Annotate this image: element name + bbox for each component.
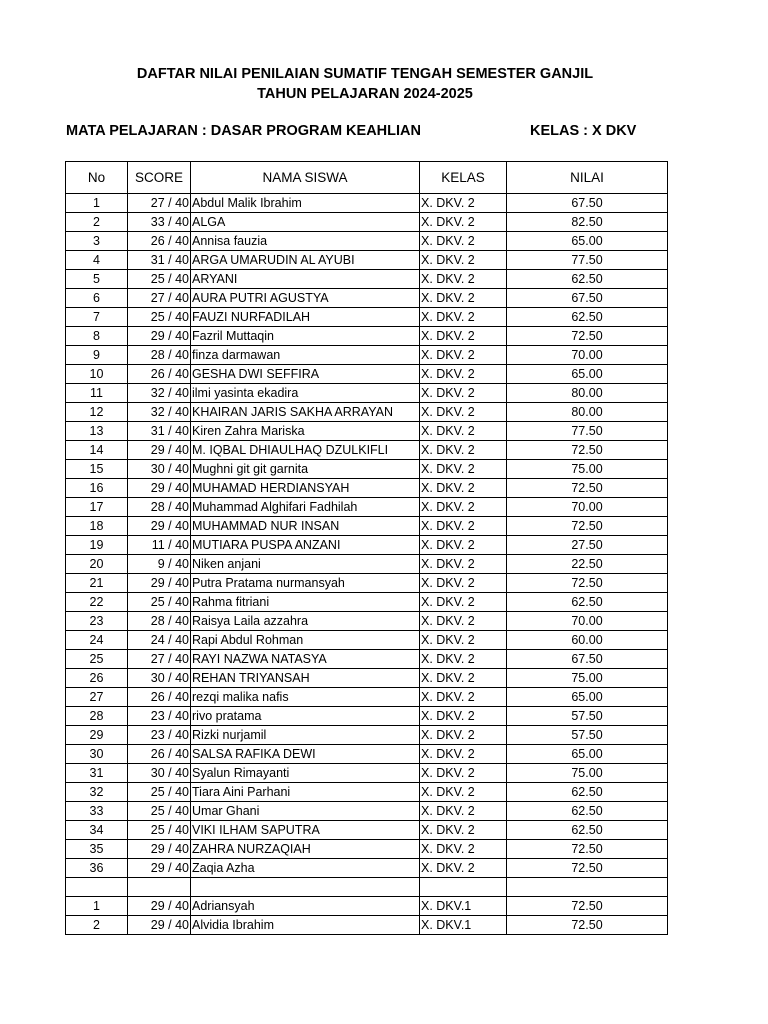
cell-score: 28 / 40 bbox=[128, 346, 191, 365]
cell-class: X. DKV. 2 bbox=[420, 650, 507, 669]
table-row bbox=[66, 821, 668, 840]
cell-no: 11 bbox=[66, 384, 128, 403]
cell-no: 33 bbox=[66, 802, 128, 821]
cell-name: FAUZI NURFADILAH bbox=[191, 308, 420, 327]
cell-grade: 75.00 bbox=[507, 669, 668, 688]
cell-no bbox=[66, 878, 128, 897]
cell-score: 25 / 40 bbox=[128, 270, 191, 289]
cell-class: X. DKV.1 bbox=[420, 916, 507, 935]
cell-no: 21 bbox=[66, 574, 128, 593]
cell-no: 12 bbox=[66, 403, 128, 422]
cell-name: ALGA bbox=[191, 213, 420, 232]
cell-class: X. DKV. 2 bbox=[420, 365, 507, 384]
column-header-score: SCORE bbox=[128, 162, 191, 194]
table-row bbox=[66, 650, 668, 669]
table-row bbox=[66, 555, 668, 574]
cell-score: 29 / 40 bbox=[128, 574, 191, 593]
cell-class: X. DKV. 2 bbox=[420, 669, 507, 688]
cell-name: ilmi yasinta ekadira bbox=[191, 384, 420, 403]
cell-class: X. DKV. 2 bbox=[420, 213, 507, 232]
cell-no: 1 bbox=[66, 194, 128, 213]
cell-class: X. DKV. 2 bbox=[420, 802, 507, 821]
table-row bbox=[66, 384, 668, 403]
cell-no: 23 bbox=[66, 612, 128, 631]
cell-grade: 27.50 bbox=[507, 536, 668, 555]
cell-class: X. DKV. 2 bbox=[420, 498, 507, 517]
table-row bbox=[66, 422, 668, 441]
table-row bbox=[66, 346, 668, 365]
table-row bbox=[66, 840, 668, 859]
class-label: KELAS : X DKV bbox=[530, 123, 637, 139]
table-row bbox=[66, 289, 668, 308]
table-header-row bbox=[66, 162, 668, 194]
cell-no: 22 bbox=[66, 593, 128, 612]
cell-name: finza darmawan bbox=[191, 346, 420, 365]
cell-no: 32 bbox=[66, 783, 128, 802]
cell-class: X. DKV. 2 bbox=[420, 821, 507, 840]
table-row bbox=[66, 783, 668, 802]
table-row bbox=[66, 878, 668, 897]
cell-score: 28 / 40 bbox=[128, 612, 191, 631]
cell-name: MUHAMMAD NUR INSAN bbox=[191, 517, 420, 536]
table-row bbox=[66, 479, 668, 498]
table-row bbox=[66, 403, 668, 422]
cell-name: Syalun Rimayanti bbox=[191, 764, 420, 783]
cell-score: 25 / 40 bbox=[128, 802, 191, 821]
cell-class: X. DKV. 2 bbox=[420, 251, 507, 270]
table-row bbox=[66, 726, 668, 745]
cell-score bbox=[128, 878, 191, 897]
cell-grade: 62.50 bbox=[507, 593, 668, 612]
cell-no: 16 bbox=[66, 479, 128, 498]
cell-name: ZAHRA NURZAQIAH bbox=[191, 840, 420, 859]
cell-name: MUHAMAD HERDIANSYAH bbox=[191, 479, 420, 498]
cell-no: 25 bbox=[66, 650, 128, 669]
cell-class: X. DKV. 2 bbox=[420, 289, 507, 308]
cell-name: SALSA RAFIKA DEWI bbox=[191, 745, 420, 764]
cell-score: 29 / 40 bbox=[128, 859, 191, 878]
cell-score: 29 / 40 bbox=[128, 327, 191, 346]
cell-class: X. DKV. 2 bbox=[420, 479, 507, 498]
cell-score: 27 / 40 bbox=[128, 650, 191, 669]
cell-class: X. DKV.1 bbox=[420, 897, 507, 916]
cell-grade: 80.00 bbox=[507, 384, 668, 403]
table-row bbox=[66, 593, 668, 612]
cell-no: 10 bbox=[66, 365, 128, 384]
cell-name: Annisa fauzia bbox=[191, 232, 420, 251]
cell-class: X. DKV. 2 bbox=[420, 270, 507, 289]
cell-class: X. DKV. 2 bbox=[420, 726, 507, 745]
cell-no: 6 bbox=[66, 289, 128, 308]
cell-no: 34 bbox=[66, 821, 128, 840]
cell-class: X. DKV. 2 bbox=[420, 593, 507, 612]
cell-score: 11 / 40 bbox=[128, 536, 191, 555]
table-row bbox=[66, 764, 668, 783]
cell-no: 24 bbox=[66, 631, 128, 650]
cell-score: 26 / 40 bbox=[128, 365, 191, 384]
table-row bbox=[66, 460, 668, 479]
cell-score: 25 / 40 bbox=[128, 308, 191, 327]
cell-name: ARYANI bbox=[191, 270, 420, 289]
cell-name: Mughni git git garnita bbox=[191, 460, 420, 479]
cell-grade: 67.50 bbox=[507, 650, 668, 669]
cell-score: 27 / 40 bbox=[128, 194, 191, 213]
cell-no: 9 bbox=[66, 346, 128, 365]
cell-no: 28 bbox=[66, 707, 128, 726]
cell-score: 32 / 40 bbox=[128, 403, 191, 422]
cell-grade: 72.50 bbox=[507, 859, 668, 878]
cell-score: 29 / 40 bbox=[128, 897, 191, 916]
cell-name: Muhammad Alghifari Fadhilah bbox=[191, 498, 420, 517]
cell-class: X. DKV. 2 bbox=[420, 840, 507, 859]
cell-grade: 72.50 bbox=[507, 574, 668, 593]
cell-no: 35 bbox=[66, 840, 128, 859]
cell-no: 2 bbox=[66, 213, 128, 232]
cell-score: 30 / 40 bbox=[128, 669, 191, 688]
cell-no: 7 bbox=[66, 308, 128, 327]
cell-score: 31 / 40 bbox=[128, 422, 191, 441]
cell-name: RAYI NAZWA NATASYA bbox=[191, 650, 420, 669]
cell-name: KHAIRAN JARIS SAKHA ARRAYAN bbox=[191, 403, 420, 422]
cell-score: 23 / 40 bbox=[128, 707, 191, 726]
cell-name bbox=[191, 878, 420, 897]
cell-score: 9 / 40 bbox=[128, 555, 191, 574]
cell-grade bbox=[507, 878, 668, 897]
cell-grade: 22.50 bbox=[507, 555, 668, 574]
grades-table bbox=[65, 161, 668, 935]
cell-score: 25 / 40 bbox=[128, 593, 191, 612]
cell-no: 1 bbox=[66, 897, 128, 916]
cell-name: Kiren Zahra Mariska bbox=[191, 422, 420, 441]
cell-no: 20 bbox=[66, 555, 128, 574]
cell-score: 25 / 40 bbox=[128, 821, 191, 840]
cell-no: 30 bbox=[66, 745, 128, 764]
cell-grade: 72.50 bbox=[507, 517, 668, 536]
cell-grade: 57.50 bbox=[507, 726, 668, 745]
cell-name: M. IQBAL DHIAULHAQ DZULKIFLI bbox=[191, 441, 420, 460]
cell-name: GESHA DWI SEFFIRA bbox=[191, 365, 420, 384]
table-row bbox=[66, 441, 668, 460]
cell-grade: 70.00 bbox=[507, 612, 668, 631]
cell-grade: 60.00 bbox=[507, 631, 668, 650]
table-row bbox=[66, 574, 668, 593]
cell-name: rivo pratama bbox=[191, 707, 420, 726]
cell-grade: 62.50 bbox=[507, 821, 668, 840]
cell-grade: 72.50 bbox=[507, 916, 668, 935]
cell-class bbox=[420, 878, 507, 897]
cell-name: Niken anjani bbox=[191, 555, 420, 574]
cell-grade: 80.00 bbox=[507, 403, 668, 422]
table-row bbox=[66, 498, 668, 517]
cell-grade: 70.00 bbox=[507, 498, 668, 517]
cell-name: Alvidia Ibrahim bbox=[191, 916, 420, 935]
cell-class: X. DKV. 2 bbox=[420, 764, 507, 783]
cell-class: X. DKV. 2 bbox=[420, 232, 507, 251]
cell-class: X. DKV. 2 bbox=[420, 555, 507, 574]
cell-grade: 82.50 bbox=[507, 213, 668, 232]
cell-score: 29 / 40 bbox=[128, 479, 191, 498]
table-row bbox=[66, 536, 668, 555]
cell-name: Rizki nurjamil bbox=[191, 726, 420, 745]
column-header-class: KELAS bbox=[420, 162, 507, 194]
cell-class: X. DKV. 2 bbox=[420, 346, 507, 365]
table-row bbox=[66, 688, 668, 707]
cell-score: 30 / 40 bbox=[128, 764, 191, 783]
cell-grade: 75.00 bbox=[507, 460, 668, 479]
cell-class: X. DKV. 2 bbox=[420, 783, 507, 802]
subject-label: MATA PELAJARAN : DASAR PROGRAM KEAHLIAN bbox=[66, 123, 421, 139]
cell-grade: 67.50 bbox=[507, 289, 668, 308]
cell-score: 25 / 40 bbox=[128, 783, 191, 802]
column-header-grade: NILAI bbox=[507, 162, 668, 194]
cell-score: 23 / 40 bbox=[128, 726, 191, 745]
cell-name: VIKI ILHAM SAPUTRA bbox=[191, 821, 420, 840]
cell-score: 33 / 40 bbox=[128, 213, 191, 232]
cell-class: X. DKV. 2 bbox=[420, 536, 507, 555]
cell-class: X. DKV. 2 bbox=[420, 403, 507, 422]
cell-grade: 70.00 bbox=[507, 346, 668, 365]
cell-name: Zaqia Azha bbox=[191, 859, 420, 878]
cell-name: AURA PUTRI AGUSTYA bbox=[191, 289, 420, 308]
cell-class: X. DKV. 2 bbox=[420, 384, 507, 403]
table-row bbox=[66, 669, 668, 688]
cell-name: Tiara Aini Parhani bbox=[191, 783, 420, 802]
cell-score: 30 / 40 bbox=[128, 460, 191, 479]
cell-class: X. DKV. 2 bbox=[420, 745, 507, 764]
cell-class: X. DKV. 2 bbox=[420, 859, 507, 878]
table-row bbox=[66, 859, 668, 878]
cell-name: Rapi Abdul Rohman bbox=[191, 631, 420, 650]
cell-grade: 65.00 bbox=[507, 688, 668, 707]
column-header-name: NAMA SISWA bbox=[191, 162, 420, 194]
cell-grade: 62.50 bbox=[507, 270, 668, 289]
table-row bbox=[66, 194, 668, 213]
cell-no: 3 bbox=[66, 232, 128, 251]
cell-grade: 75.00 bbox=[507, 764, 668, 783]
table-row bbox=[66, 802, 668, 821]
column-header-no: No bbox=[66, 162, 128, 194]
table-row bbox=[66, 308, 668, 327]
cell-name: Adriansyah bbox=[191, 897, 420, 916]
cell-score: 29 / 40 bbox=[128, 840, 191, 859]
cell-grade: 72.50 bbox=[507, 441, 668, 460]
cell-score: 29 / 40 bbox=[128, 441, 191, 460]
cell-grade: 65.00 bbox=[507, 365, 668, 384]
cell-score: 29 / 40 bbox=[128, 517, 191, 536]
table-body bbox=[66, 194, 668, 935]
cell-grade: 77.50 bbox=[507, 251, 668, 270]
cell-no: 17 bbox=[66, 498, 128, 517]
table-row bbox=[66, 707, 668, 726]
cell-score: 32 / 40 bbox=[128, 384, 191, 403]
cell-no: 19 bbox=[66, 536, 128, 555]
cell-name: Rahma fitriani bbox=[191, 593, 420, 612]
table-row bbox=[66, 517, 668, 536]
cell-no: 26 bbox=[66, 669, 128, 688]
cell-no: 5 bbox=[66, 270, 128, 289]
table-row bbox=[66, 270, 668, 289]
cell-score: 26 / 40 bbox=[128, 232, 191, 251]
cell-class: X. DKV. 2 bbox=[420, 517, 507, 536]
cell-no: 29 bbox=[66, 726, 128, 745]
table-row bbox=[66, 365, 668, 384]
cell-no: 4 bbox=[66, 251, 128, 270]
cell-class: X. DKV. 2 bbox=[420, 194, 507, 213]
cell-grade: 77.50 bbox=[507, 422, 668, 441]
cell-score: 31 / 40 bbox=[128, 251, 191, 270]
table-row bbox=[66, 213, 668, 232]
cell-class: X. DKV. 2 bbox=[420, 327, 507, 346]
table-row bbox=[66, 916, 668, 935]
cell-no: 15 bbox=[66, 460, 128, 479]
cell-grade: 65.00 bbox=[507, 745, 668, 764]
cell-name: ARGA UMARUDIN AL AYUBI bbox=[191, 251, 420, 270]
cell-grade: 65.00 bbox=[507, 232, 668, 251]
cell-name: Fazril Muttaqin bbox=[191, 327, 420, 346]
cell-grade: 72.50 bbox=[507, 840, 668, 859]
cell-class: X. DKV. 2 bbox=[420, 441, 507, 460]
cell-name: rezqi malika nafis bbox=[191, 688, 420, 707]
cell-grade: 72.50 bbox=[507, 897, 668, 916]
cell-name: Raisya Laila azzahra bbox=[191, 612, 420, 631]
cell-score: 26 / 40 bbox=[128, 745, 191, 764]
cell-class: X. DKV. 2 bbox=[420, 707, 507, 726]
cell-grade: 62.50 bbox=[507, 802, 668, 821]
cell-name: REHAN TRIYANSAH bbox=[191, 669, 420, 688]
table-row bbox=[66, 897, 668, 916]
cell-no: 31 bbox=[66, 764, 128, 783]
cell-grade: 62.50 bbox=[507, 308, 668, 327]
cell-grade: 67.50 bbox=[507, 194, 668, 213]
cell-class: X. DKV. 2 bbox=[420, 612, 507, 631]
cell-class: X. DKV. 2 bbox=[420, 688, 507, 707]
cell-no: 8 bbox=[66, 327, 128, 346]
cell-class: X. DKV. 2 bbox=[420, 422, 507, 441]
cell-no: 2 bbox=[66, 916, 128, 935]
cell-score: 26 / 40 bbox=[128, 688, 191, 707]
table-row bbox=[66, 745, 668, 764]
cell-name: Abdul Malik Ibrahim bbox=[191, 194, 420, 213]
cell-no: 27 bbox=[66, 688, 128, 707]
cell-score: 24 / 40 bbox=[128, 631, 191, 650]
cell-no: 13 bbox=[66, 422, 128, 441]
table-row bbox=[66, 327, 668, 346]
cell-name: Putra Pratama nurmansyah bbox=[191, 574, 420, 593]
cell-class: X. DKV. 2 bbox=[420, 460, 507, 479]
cell-score: 28 / 40 bbox=[128, 498, 191, 517]
cell-class: X. DKV. 2 bbox=[420, 574, 507, 593]
cell-name: Umar Ghani bbox=[191, 802, 420, 821]
cell-grade: 62.50 bbox=[507, 783, 668, 802]
cell-score: 27 / 40 bbox=[128, 289, 191, 308]
cell-grade: 57.50 bbox=[507, 707, 668, 726]
cell-grade: 72.50 bbox=[507, 327, 668, 346]
cell-score: 29 / 40 bbox=[128, 916, 191, 935]
table-row bbox=[66, 631, 668, 650]
table-row bbox=[66, 612, 668, 631]
document-subtitle: TAHUN PELAJARAN 2024-2025 bbox=[257, 86, 473, 102]
cell-class: X. DKV. 2 bbox=[420, 631, 507, 650]
document-title: DAFTAR NILAI PENILAIAN SUMATIF TENGAH SEMESTER GANJIL bbox=[136, 66, 594, 82]
cell-name: MUTIARA PUSPA ANZANI bbox=[191, 536, 420, 555]
cell-grade: 72.50 bbox=[507, 479, 668, 498]
cell-no: 14 bbox=[66, 441, 128, 460]
cell-no: 18 bbox=[66, 517, 128, 536]
cell-no: 36 bbox=[66, 859, 128, 878]
table-row bbox=[66, 232, 668, 251]
cell-class: X. DKV. 2 bbox=[420, 308, 507, 327]
table-row bbox=[66, 251, 668, 270]
